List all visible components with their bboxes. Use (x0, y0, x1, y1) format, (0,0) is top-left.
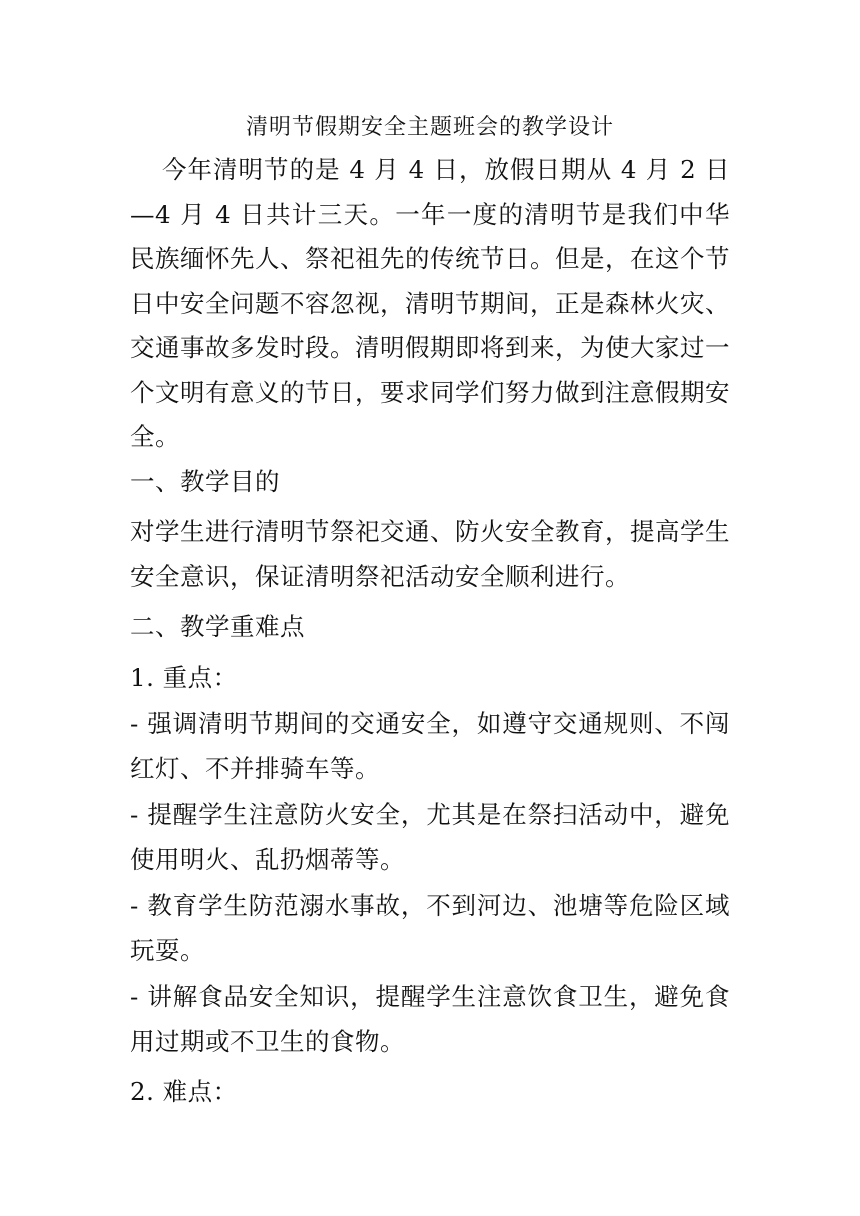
section-heading-key-points: 二、教学重难点 (130, 612, 305, 641)
document-page (130, 108, 730, 1115)
intro-paragraph: 今年清明节的是 4 月 4 日，放假日期从 4 月 2 日—4 月 4 日共计三天。一年一度的清明节是我们中华民族缅怀先人、祭祀祖先的传统节日。但是，在这个节日中安全问题不容忽视，清明节期间，正是森林火灾、交通事故多发时段。清明假期即将到来，为使大家过一个文明有意义的节日，要求同学们努力做到注意假期安全。 (130, 155, 730, 451)
bullet-item-food: - 讲解食品安全知识，提醒学生注意饮食卫生，避免食用过期或不卫生的食物。 (130, 982, 730, 1056)
bullet-item-drowning: - 教育学生防范溺水事故，不到河边、池塘等危险区域玩耍。 (130, 891, 730, 965)
section-heading-objectives: 一、教学目的 (130, 466, 280, 496)
bullet-item-fire: - 提醒学生注意防火安全，尤其是在祭扫活动中，避免使用明火、乱扔烟蒂等。 (130, 800, 730, 874)
objectives-paragraph: 对学生进行清明节祭祀交通、防火安全教育，提高学生安全意识，保证清明祭祀活动安全顺利进行。 (130, 517, 730, 591)
bullet-item-traffic: - 强调清明节期间的交通安全，如遵守交通规则、不闯红灯、不并排骑车等。 (130, 709, 730, 783)
subheading-key-points: 1. 重点： (130, 662, 238, 692)
document-title: 清明节假期安全主题班会的教学设计 (245, 115, 614, 140)
subheading-difficulties: 2. 难点： (130, 1077, 238, 1106)
